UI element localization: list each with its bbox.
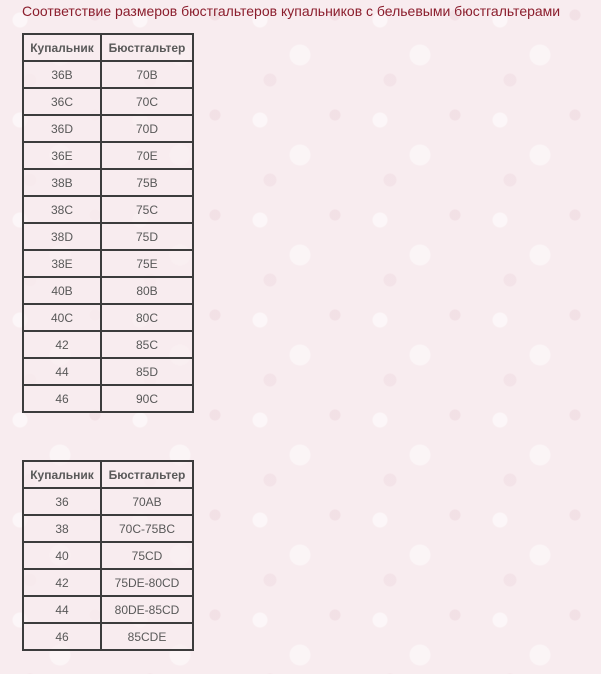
bra-size-cell: 75E: [101, 250, 193, 277]
swimsuit-size-cell: 44: [23, 358, 101, 385]
table-row: [23, 385, 193, 412]
table-row: [23, 61, 193, 88]
swimsuit-size-cell: 36B: [23, 61, 101, 88]
bra-size-cell: 70B: [101, 61, 193, 88]
table-row: [23, 488, 193, 515]
table-row: [23, 196, 193, 223]
bra-size-cell: 75D: [101, 223, 193, 250]
swimsuit-size-cell: 42: [23, 331, 101, 358]
bra-size-cell: 70E: [101, 142, 193, 169]
swimsuit-size-cell: 36: [23, 488, 101, 515]
table-row: [23, 277, 193, 304]
swimsuit-size-cell: 44: [23, 596, 101, 623]
column-header-bra: Бюстгальтер: [101, 34, 193, 61]
swimsuit-size-cell: 38: [23, 515, 101, 542]
bra-size-cell: 75C: [101, 196, 193, 223]
page-title: Соответствие размеров бюстгальтеров купальников с бельевыми бюстгальтерами: [22, 3, 561, 19]
table-row: [23, 223, 193, 250]
bra-size-cell: 85D: [101, 358, 193, 385]
swimsuit-size-cell: 38D: [23, 223, 101, 250]
table-row: [23, 358, 193, 385]
table-row: [23, 142, 193, 169]
bra-size-cell: 75B: [101, 169, 193, 196]
table-header-row: [23, 461, 193, 488]
table-row: [23, 623, 193, 650]
swimsuit-size-cell: 36D: [23, 115, 101, 142]
size-table-1: [22, 33, 194, 413]
column-header-swimsuit: Купальник: [23, 34, 101, 61]
bra-size-cell: 75CD: [101, 542, 193, 569]
table-row: [23, 596, 193, 623]
column-header-swimsuit: Купальник: [23, 461, 101, 488]
size-table-2: [22, 460, 194, 651]
swimsuit-size-cell: 38E: [23, 250, 101, 277]
table-row: [23, 515, 193, 542]
bra-size-cell: 70D: [101, 115, 193, 142]
bra-size-cell: 80DE-85CD: [101, 596, 193, 623]
table-header-row: [23, 34, 193, 61]
table-row: [23, 542, 193, 569]
bra-size-cell: 70C: [101, 88, 193, 115]
bra-size-cell: 70C-75BC: [101, 515, 193, 542]
bra-size-cell: 70AB: [101, 488, 193, 515]
swimsuit-size-cell: 40C: [23, 304, 101, 331]
column-header-bra: Бюстгальтер: [101, 461, 193, 488]
table-row: [23, 88, 193, 115]
table-row: [23, 304, 193, 331]
bra-size-cell: 85C: [101, 331, 193, 358]
table-row: [23, 250, 193, 277]
bra-size-cell: 85CDE: [101, 623, 193, 650]
swimsuit-size-cell: 36C: [23, 88, 101, 115]
bra-size-cell: 90C: [101, 385, 193, 412]
table-row: [23, 569, 193, 596]
swimsuit-size-cell: 36E: [23, 142, 101, 169]
swimsuit-size-cell: 40: [23, 542, 101, 569]
table-row: [23, 169, 193, 196]
table-row: [23, 331, 193, 358]
swimsuit-size-cell: 38C: [23, 196, 101, 223]
swimsuit-size-cell: 46: [23, 385, 101, 412]
table-row: [23, 115, 193, 142]
swimsuit-size-cell: 40B: [23, 277, 101, 304]
swimsuit-size-cell: 38B: [23, 169, 101, 196]
swimsuit-size-cell: 42: [23, 569, 101, 596]
swimsuit-size-cell: 46: [23, 623, 101, 650]
bra-size-cell: 80C: [101, 304, 193, 331]
bra-size-cell: 75DE-80CD: [101, 569, 193, 596]
bra-size-cell: 80B: [101, 277, 193, 304]
